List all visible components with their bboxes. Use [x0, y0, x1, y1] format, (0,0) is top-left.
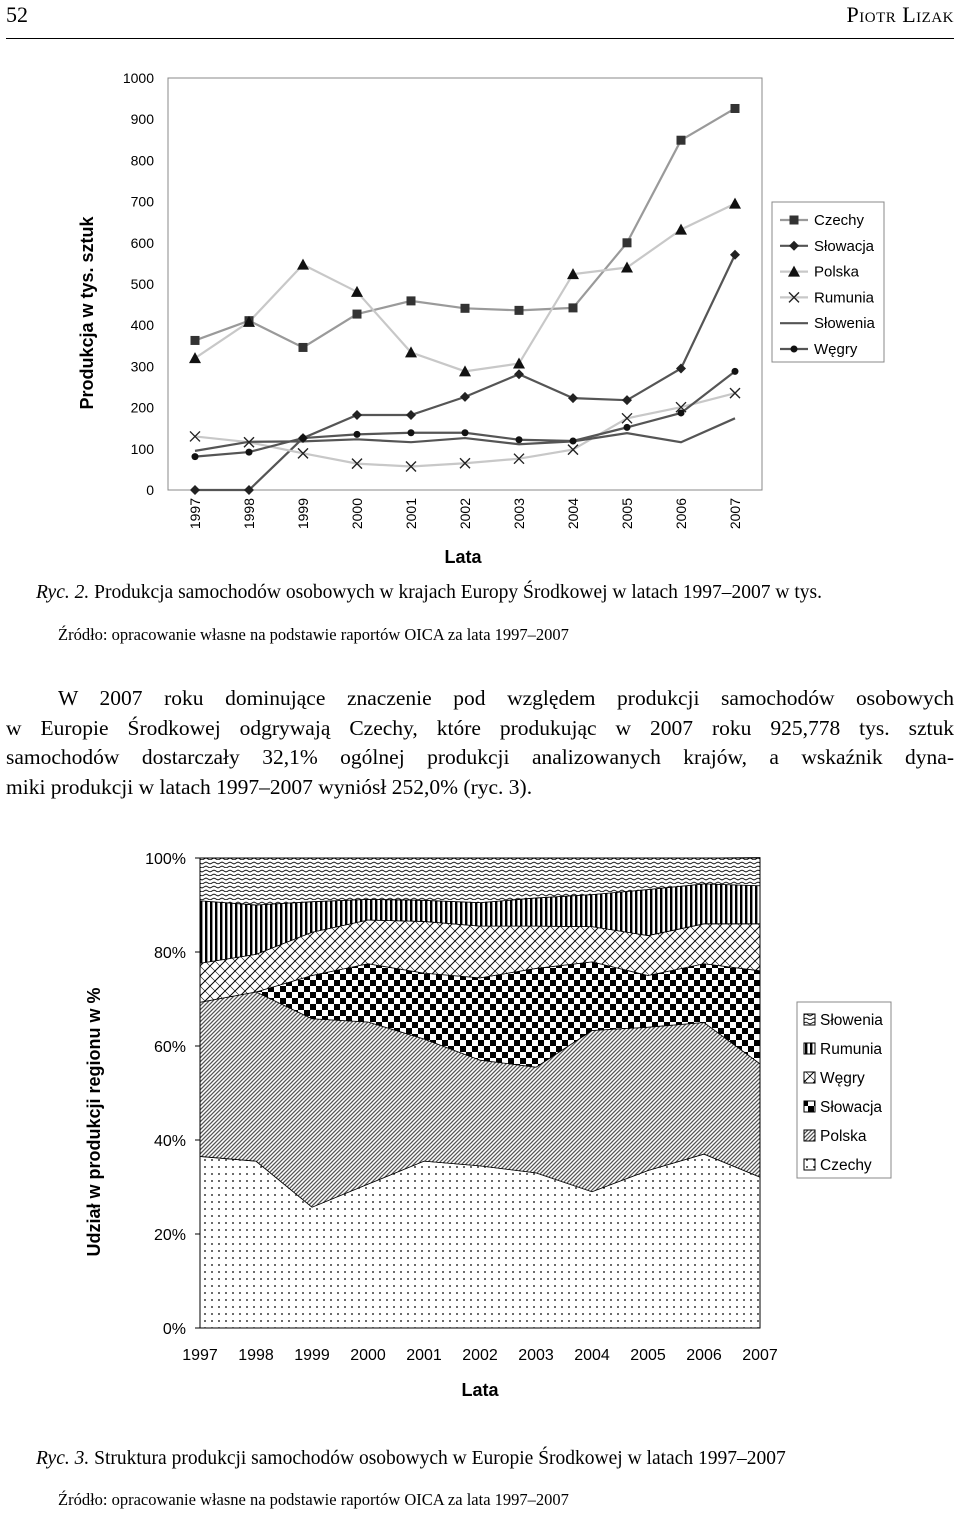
legend: [772, 202, 884, 362]
series-marker: [731, 104, 740, 113]
series-marker: [461, 304, 470, 313]
x-tick-label: 1998: [238, 1347, 274, 1364]
figure-2-source: Źródło: opracowanie własne na podstawie raportów OICA za lata 1997–2007: [58, 625, 569, 644]
x-tick-label: 1999: [294, 1347, 330, 1364]
x-tick-label: 1999: [295, 498, 311, 530]
legend: [797, 1002, 891, 1178]
legend-label: Polska: [820, 1128, 867, 1145]
legend-label: Słowacja: [814, 237, 875, 255]
legend-label: Czechy: [820, 1157, 872, 1174]
x-tick-label: 2000: [349, 498, 365, 530]
series-marker: [623, 238, 632, 247]
y-tick-label: 60%: [153, 1039, 186, 1056]
series-marker: [624, 424, 631, 431]
legend-swatch: [804, 1101, 815, 1112]
x-tick-label: 2003: [518, 1347, 554, 1364]
caption-text: Produkcja samochodów osobowych w krajach Europy Środkowej w latach 1997–2007 w tys.: [94, 582, 822, 603]
y-tick-label: 800: [130, 152, 154, 169]
y-tick-label: 600: [130, 234, 154, 251]
x-tick-label: 2006: [686, 1347, 722, 1364]
y-axis-label: Udział w produkcji regionu w %: [84, 987, 104, 1257]
legend-label: Polska: [814, 263, 860, 281]
y-tick-label: 20%: [153, 1227, 186, 1244]
series-marker: [515, 306, 524, 315]
legend-label: Czechy: [814, 212, 865, 229]
x-tick-label: 2002: [457, 498, 473, 530]
x-tick-label: 2003: [511, 498, 527, 530]
y-tick-label: 500: [130, 276, 154, 292]
x-tick-label: 2007: [742, 1347, 778, 1364]
legend-label: Węgry: [820, 1070, 865, 1087]
paragraph-line: W 2007 roku dominujące znaczenie pod względem produkcji samochodów osobowych: [58, 686, 954, 710]
y-tick-label: 40%: [153, 1133, 186, 1150]
y-tick-label: 300: [130, 358, 154, 375]
y-tick-label: 100: [130, 440, 154, 457]
series-marker: [299, 343, 308, 352]
series-marker: [462, 429, 469, 436]
y-tick-label: 0: [146, 482, 154, 498]
caption-text: Struktura produkcji samochodów osobowych w Europie Środkowej w latach 1997–2007: [94, 1448, 786, 1469]
x-tick-label: 2004: [574, 1347, 610, 1364]
series-marker: [407, 296, 416, 305]
page-number: 52: [6, 2, 28, 27]
series-marker: [300, 435, 307, 442]
legend-label: Rumunia: [820, 1041, 883, 1058]
series-marker: [354, 431, 361, 438]
paragraph-line: miki produkcji w latach 1997–2007 wyniósł 252,0% (ryc. 3).: [6, 774, 533, 799]
x-tick-label: 2004: [565, 498, 581, 530]
plot-area: [168, 78, 762, 490]
y-tick-label: 0%: [162, 1321, 186, 1338]
series-marker: [570, 437, 577, 444]
line-chart-production: [70, 58, 890, 578]
paragraph-line: samochodów dostarczały 32,1% ogólnej produkcji analizowanych krajów, a wskaźnik dyna-: [6, 745, 954, 769]
figure-3-caption: [36, 1448, 786, 1470]
running-author: Piotr Lizak: [846, 2, 954, 27]
y-tick-label: 100%: [145, 851, 186, 868]
y-tick-label: 700: [130, 193, 154, 210]
x-tick-label: 1997: [187, 498, 203, 530]
legend-label: Węgry: [814, 341, 858, 358]
series-marker: [516, 436, 523, 443]
series-marker: [678, 409, 685, 416]
series-marker: [732, 368, 739, 375]
series-marker: [191, 336, 200, 345]
legend-label: Słowenia: [814, 315, 875, 333]
legend-label: Słowacja: [820, 1099, 883, 1116]
figure-2-caption: [36, 582, 822, 604]
series-marker: [569, 303, 578, 312]
y-tick-label: 80%: [153, 945, 186, 962]
series-marker: [677, 136, 686, 145]
legend-swatch: [804, 1072, 815, 1083]
page-header: [6, 0, 954, 39]
series-marker: [246, 449, 253, 456]
x-axis-label: Lata: [461, 1380, 499, 1400]
legend-swatch: [804, 1159, 815, 1170]
y-tick-label: 1000: [122, 70, 154, 86]
legend-swatch: [804, 1043, 815, 1054]
body-paragraph: [6, 684, 954, 802]
x-tick-label: 1997: [182, 1347, 218, 1364]
x-tick-label: 2005: [619, 498, 635, 530]
y-tick-label: 200: [130, 399, 154, 416]
series-marker: [192, 453, 199, 460]
legend-swatch: [804, 1014, 815, 1025]
legend-label: Rumunia: [814, 289, 875, 307]
paragraph-line: w Europie Środkowej odgrywają Czechy, które produkując w 2007 roku 925,778 tys. sztuk: [6, 715, 954, 740]
x-tick-label: 2002: [462, 1347, 498, 1364]
y-tick-label: 900: [130, 111, 154, 128]
series-marker: [353, 310, 362, 319]
x-axis-label: Lata: [444, 547, 482, 567]
x-tick-label: 2005: [630, 1347, 666, 1364]
area-chart-structure: [70, 836, 910, 1416]
x-tick-label: 2006: [673, 498, 689, 530]
legend-swatch: [804, 1130, 815, 1141]
series-marker: [790, 216, 799, 225]
x-tick-label: 2001: [403, 498, 419, 530]
y-axis-label: Produkcja w tys. sztuk: [77, 216, 97, 410]
caption-label: Ryc. 3.: [36, 1448, 90, 1469]
x-tick-label: 1998: [241, 498, 257, 530]
series-marker: [791, 346, 798, 353]
x-tick-label: 2001: [406, 1347, 442, 1364]
series-marker: [408, 429, 415, 436]
x-tick-label: 2000: [350, 1347, 386, 1364]
legend-label: Słowenia: [820, 1012, 883, 1029]
caption-label: Ryc. 2.: [36, 582, 90, 603]
figure-3-source: Źródło: opracowanie własne na podstawie raportów OICA za lata 1997–2007: [58, 1490, 569, 1509]
y-tick-label: 400: [130, 317, 154, 334]
x-tick-label: 2007: [727, 498, 743, 530]
